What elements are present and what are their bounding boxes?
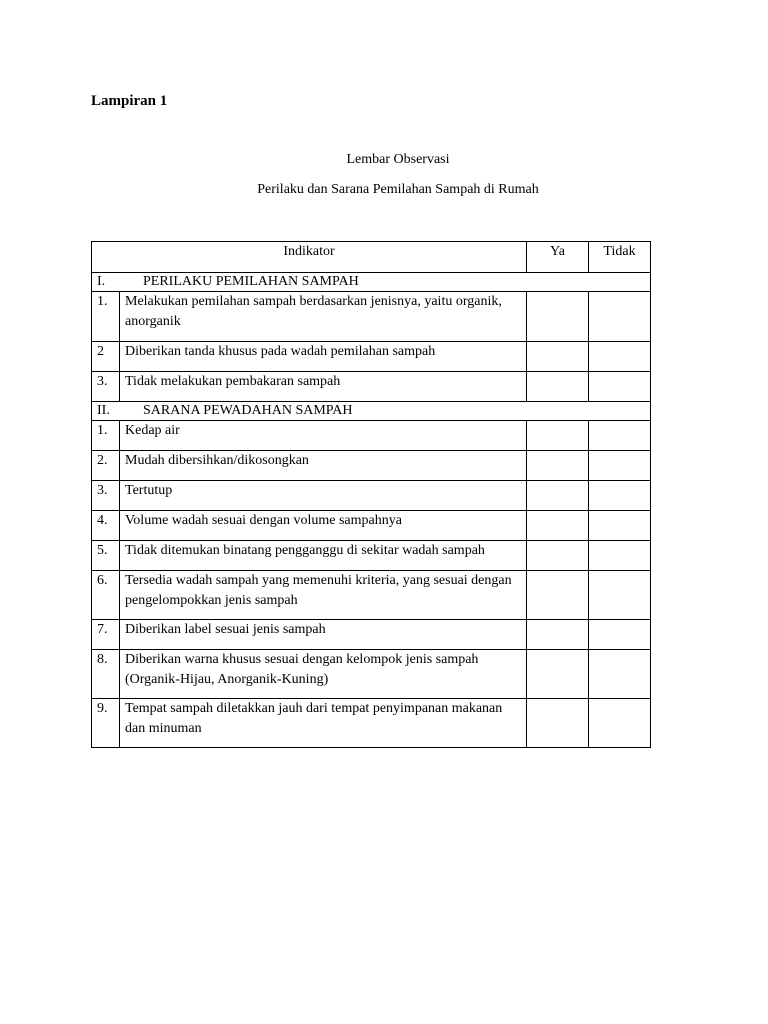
row-indicator: Tertutup xyxy=(120,481,527,511)
checkbox-ya[interactable] xyxy=(527,451,589,481)
row-number: 5. xyxy=(92,541,120,571)
checkbox-ya[interactable] xyxy=(527,571,589,620)
checkbox-ya[interactable] xyxy=(527,292,589,342)
checkbox-ya[interactable] xyxy=(527,699,589,748)
header-yes: Ya xyxy=(527,242,589,273)
row-indicator: Kedap air xyxy=(120,421,527,451)
row-number: 6. xyxy=(92,571,120,620)
row-number: 3. xyxy=(92,372,120,402)
table-row xyxy=(92,342,651,372)
header-no: Tidak xyxy=(589,242,651,273)
row-indicator: Diberikan warna khusus sesuai dengan kelompok jenis sampah (Organik-Hijau, Anorganik-Kuning) xyxy=(120,650,527,699)
table-row xyxy=(92,421,651,451)
document-title: Lembar Observasi xyxy=(346,152,450,167)
table-row xyxy=(92,571,651,620)
header-indicator: Indikator xyxy=(92,242,527,273)
table-row xyxy=(92,650,651,699)
checkbox-ya[interactable] xyxy=(527,620,589,650)
row-indicator: Diberikan tanda khusus pada wadah pemilahan sampah xyxy=(120,342,527,372)
row-number: 8. xyxy=(92,650,120,699)
checkbox-ya[interactable] xyxy=(527,342,589,372)
section-cell xyxy=(92,402,651,421)
checkbox-tidak[interactable] xyxy=(589,620,651,650)
row-indicator: Tersedia wadah sampah yang memenuhi kriteria, yang sesuai dengan pengelompokkan jenis sampah xyxy=(120,571,527,620)
section-row xyxy=(92,273,651,292)
table-row xyxy=(92,511,651,541)
row-indicator: Tidak ditemukan binatang pengganggu di sekitar wadah sampah xyxy=(120,541,527,571)
table-row xyxy=(92,620,651,650)
checkbox-ya[interactable] xyxy=(527,650,589,699)
table-row xyxy=(92,372,651,402)
checkbox-tidak[interactable] xyxy=(589,541,651,571)
row-indicator: Volume wadah sesuai dengan volume sampahnya xyxy=(120,511,527,541)
section-number: I. xyxy=(97,274,106,289)
section-number: II. xyxy=(97,403,110,418)
document-subtitle: Perilaku dan Sarana Pemilahan Sampah di Rumah xyxy=(257,182,539,197)
table-row xyxy=(92,451,651,481)
checkbox-tidak[interactable] xyxy=(589,481,651,511)
row-indicator: Tempat sampah diletakkan jauh dari tempat penyimpanan makanan dan minuman xyxy=(120,699,527,748)
table-row xyxy=(92,292,651,342)
row-indicator: Diberikan label sesuai jenis sampah xyxy=(120,620,527,650)
row-number: 1. xyxy=(92,292,120,342)
row-number: 4. xyxy=(92,511,120,541)
checkbox-ya[interactable] xyxy=(527,372,589,402)
section-title: SARANA PEWADAHAN SAMPAH xyxy=(143,403,353,418)
row-number: 1. xyxy=(92,421,120,451)
checkbox-tidak[interactable] xyxy=(589,451,651,481)
table-row xyxy=(92,481,651,511)
section-row xyxy=(92,402,651,421)
checkbox-tidak[interactable] xyxy=(589,650,651,699)
checkbox-tidak[interactable] xyxy=(589,421,651,451)
row-number: 2. xyxy=(92,451,120,481)
checkbox-tidak[interactable] xyxy=(589,511,651,541)
table-row xyxy=(92,699,651,748)
checkbox-ya[interactable] xyxy=(527,481,589,511)
row-indicator: Mudah dibersihkan/dikosongkan xyxy=(120,451,527,481)
checkbox-ya[interactable] xyxy=(527,421,589,451)
row-number: 3. xyxy=(92,481,120,511)
checkbox-tidak[interactable] xyxy=(589,342,651,372)
row-number: 2 xyxy=(92,342,120,372)
checkbox-tidak[interactable] xyxy=(589,372,651,402)
checkbox-ya[interactable] xyxy=(527,511,589,541)
observation-table xyxy=(91,241,651,748)
checkbox-tidak[interactable] xyxy=(589,699,651,748)
attachment-heading: Lampiran 1 xyxy=(91,93,168,109)
checkbox-ya[interactable] xyxy=(527,541,589,571)
row-indicator: Melakukan pemilahan sampah berdasarkan jenisnya, yaitu organik, anorganik xyxy=(120,292,527,342)
section-cell xyxy=(92,273,651,292)
row-indicator: Tidak melakukan pembakaran sampah xyxy=(120,372,527,402)
checkbox-tidak[interactable] xyxy=(589,571,651,620)
row-number: 7. xyxy=(92,620,120,650)
row-number: 9. xyxy=(92,699,120,748)
table-header-row xyxy=(92,242,651,273)
checkbox-tidak[interactable] xyxy=(589,292,651,342)
table-row xyxy=(92,541,651,571)
section-title: PERILAKU PEMILAHAN SAMPAH xyxy=(143,274,359,289)
